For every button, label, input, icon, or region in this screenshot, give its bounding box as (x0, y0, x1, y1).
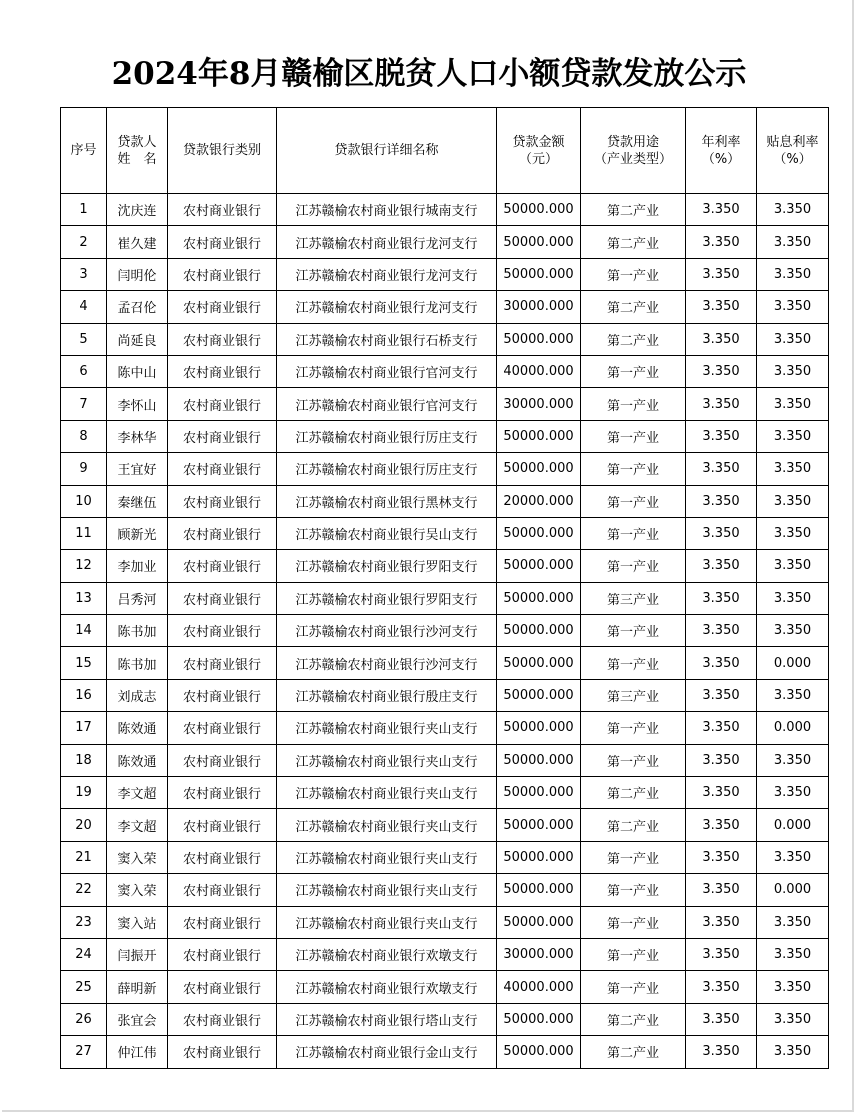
cell-seq: 21 (61, 841, 107, 873)
table-row (61, 744, 829, 776)
cell-use: 第一产业 (581, 258, 686, 290)
header-bank-type-label: 贷款银行类别 (182, 143, 261, 158)
cell-amount: 50000.000 (497, 647, 581, 679)
table-row (61, 615, 829, 647)
cell-use: 第二产业 (581, 323, 686, 355)
cell-use: 第二产业 (581, 1003, 686, 1035)
cell-rate: 3.350 (686, 517, 757, 549)
cell-borrower-name: 仲江伟 (107, 1036, 168, 1068)
cell-rate: 3.350 (686, 582, 757, 614)
cell-amount: 50000.000 (497, 453, 581, 485)
cell-bank-name: 江苏赣榆农村商业银行夹山支行 (277, 712, 497, 744)
cell-bank-name: 江苏赣榆农村商业银行沙河支行 (277, 647, 497, 679)
cell-seq: 11 (61, 517, 107, 549)
cell-use: 第一产业 (581, 420, 686, 452)
cell-bank-type: 农村商业银行 (168, 1003, 277, 1035)
cell-borrower-name: 窦入荣 (107, 874, 168, 906)
cell-seq: 17 (61, 712, 107, 744)
cell-seq: 20 (61, 809, 107, 841)
cell-amount: 50000.000 (497, 874, 581, 906)
cell-use: 第三产业 (581, 679, 686, 711)
cell-rate: 3.350 (686, 841, 757, 873)
cell-seq: 26 (61, 1003, 107, 1035)
cell-amount: 50000.000 (497, 615, 581, 647)
cell-bank-name: 江苏赣榆农村商业银行夹山支行 (277, 809, 497, 841)
header-rate-line1: 年利率 (701, 134, 741, 150)
header-bank-name (277, 108, 497, 194)
cell-seq: 12 (61, 550, 107, 582)
cell-use: 第一产业 (581, 355, 686, 387)
table-row (61, 420, 829, 452)
cell-rate: 3.350 (686, 485, 757, 517)
cell-rate: 3.350 (686, 679, 757, 711)
cell-amount: 50000.000 (497, 906, 581, 938)
cell-bank-type: 农村商业银行 (168, 679, 277, 711)
cell-use: 第一产业 (581, 938, 686, 970)
cell-use: 第三产业 (581, 582, 686, 614)
cell-amount: 20000.000 (497, 485, 581, 517)
cell-bank-name: 江苏赣榆农村商业银行夹山支行 (277, 841, 497, 873)
cell-borrower-name: 孟召伦 (107, 291, 168, 323)
cell-borrower-name: 尚延良 (107, 323, 168, 355)
cell-subsidy-rate: 3.350 (757, 388, 829, 420)
cell-rate: 3.350 (686, 388, 757, 420)
cell-amount: 30000.000 (497, 938, 581, 970)
cell-rate: 3.350 (686, 550, 757, 582)
table-row (61, 712, 829, 744)
table-row (61, 647, 829, 679)
cell-bank-name: 江苏赣榆农村商业银行殷庄支行 (277, 679, 497, 711)
cell-borrower-name: 沈庆连 (107, 194, 168, 226)
table-row (61, 550, 829, 582)
cell-borrower-name: 张宜会 (107, 1003, 168, 1035)
cell-bank-name: 江苏赣榆农村商业银行龙河支行 (277, 291, 497, 323)
header-amount (497, 108, 581, 194)
table-header-row (61, 108, 829, 194)
cell-rate: 3.350 (686, 420, 757, 452)
cell-subsidy-rate: 3.350 (757, 258, 829, 290)
cell-seq: 13 (61, 582, 107, 614)
cell-rate: 3.350 (686, 453, 757, 485)
cell-seq: 9 (61, 453, 107, 485)
cell-subsidy-rate: 0.000 (757, 712, 829, 744)
cell-bank-name: 江苏赣榆农村商业银行夹山支行 (277, 777, 497, 809)
cell-subsidy-rate: 3.350 (757, 841, 829, 873)
cell-amount: 40000.000 (497, 355, 581, 387)
cell-use: 第一产业 (581, 453, 686, 485)
table-row (61, 485, 829, 517)
cell-bank-type: 农村商业银行 (168, 291, 277, 323)
header-use-line1: 贷款用途 (606, 134, 659, 150)
header-amount-line1: 贷款金额 (512, 134, 565, 150)
cell-use: 第一产业 (581, 615, 686, 647)
table-row (61, 938, 829, 970)
cell-amount: 50000.000 (497, 550, 581, 582)
cell-borrower-name: 陈书加 (107, 647, 168, 679)
table-row (61, 291, 829, 323)
cell-rate: 3.350 (686, 355, 757, 387)
cell-rate: 3.350 (686, 647, 757, 679)
cell-bank-type: 农村商业银行 (168, 809, 277, 841)
cell-bank-name: 江苏赣榆农村商业银行厉庄支行 (277, 453, 497, 485)
table-row (61, 841, 829, 873)
header-rate-line2: （%） (701, 151, 741, 167)
cell-rate: 3.350 (686, 809, 757, 841)
header-subsidy-line1: 贴息利率 (766, 134, 819, 150)
table-row (61, 355, 829, 387)
cell-amount: 30000.000 (497, 291, 581, 323)
table-row (61, 971, 829, 1003)
cell-amount: 50000.000 (497, 744, 581, 776)
cell-amount: 50000.000 (497, 258, 581, 290)
cell-seq: 22 (61, 874, 107, 906)
cell-seq: 16 (61, 679, 107, 711)
cell-borrower-name: 王宜好 (107, 453, 168, 485)
cell-amount: 50000.000 (497, 809, 581, 841)
cell-use: 第一产业 (581, 550, 686, 582)
cell-amount: 50000.000 (497, 1036, 581, 1068)
cell-use: 第二产业 (581, 809, 686, 841)
cell-seq: 6 (61, 355, 107, 387)
header-bank-name-label: 贷款银行详细名称 (334, 143, 439, 158)
cell-bank-type: 农村商业银行 (168, 258, 277, 290)
cell-bank-name: 江苏赣榆农村商业银行官河支行 (277, 388, 497, 420)
cell-subsidy-rate: 3.350 (757, 679, 829, 711)
cell-seq: 25 (61, 971, 107, 1003)
header-use (581, 108, 686, 194)
cell-use: 第一产业 (581, 874, 686, 906)
cell-amount: 50000.000 (497, 1003, 581, 1035)
cell-seq: 14 (61, 615, 107, 647)
cell-bank-type: 农村商业银行 (168, 485, 277, 517)
cell-rate: 3.350 (686, 777, 757, 809)
cell-seq: 8 (61, 420, 107, 452)
cell-bank-type: 农村商业银行 (168, 194, 277, 226)
table-row (61, 1003, 829, 1035)
cell-amount: 50000.000 (497, 712, 581, 744)
table-row (61, 388, 829, 420)
cell-subsidy-rate: 3.350 (757, 777, 829, 809)
cell-subsidy-rate: 3.350 (757, 323, 829, 355)
cell-bank-name: 江苏赣榆农村商业银行塔山支行 (277, 1003, 497, 1035)
cell-bank-type: 农村商业银行 (168, 777, 277, 809)
cell-amount: 30000.000 (497, 388, 581, 420)
cell-amount: 50000.000 (497, 194, 581, 226)
cell-use: 第二产业 (581, 226, 686, 258)
cell-subsidy-rate: 0.000 (757, 809, 829, 841)
cell-bank-name: 江苏赣榆农村商业银行厉庄支行 (277, 420, 497, 452)
cell-borrower-name: 窦入荣 (107, 841, 168, 873)
cell-bank-type: 农村商业银行 (168, 874, 277, 906)
cell-bank-type: 农村商业银行 (168, 226, 277, 258)
cell-amount: 50000.000 (497, 841, 581, 873)
cell-use: 第一产业 (581, 647, 686, 679)
loan-table-body (61, 194, 829, 1069)
cell-borrower-name: 李文超 (107, 809, 168, 841)
cell-subsidy-rate: 0.000 (757, 647, 829, 679)
cell-bank-type: 农村商业银行 (168, 615, 277, 647)
header-borrower-name (107, 108, 168, 194)
table-row (61, 777, 829, 809)
cell-seq: 19 (61, 777, 107, 809)
cell-subsidy-rate: 3.350 (757, 291, 829, 323)
cell-amount: 50000.000 (497, 323, 581, 355)
cell-bank-name: 江苏赣榆农村商业银行欢墩支行 (277, 971, 497, 1003)
cell-bank-name: 江苏赣榆农村商业银行罗阳支行 (277, 582, 497, 614)
header-rate (686, 108, 757, 194)
cell-use: 第二产业 (581, 1036, 686, 1068)
cell-bank-type: 农村商业银行 (168, 517, 277, 549)
cell-bank-type: 农村商业银行 (168, 1036, 277, 1068)
cell-rate: 3.350 (686, 744, 757, 776)
cell-amount: 50000.000 (497, 582, 581, 614)
cell-bank-type: 农村商业银行 (168, 550, 277, 582)
cell-borrower-name: 李加业 (107, 550, 168, 582)
header-bank-type (168, 108, 277, 194)
cell-subsidy-rate: 3.350 (757, 420, 829, 452)
cell-subsidy-rate: 3.350 (757, 485, 829, 517)
cell-borrower-name: 李林华 (107, 420, 168, 452)
cell-borrower-name: 闫明伦 (107, 258, 168, 290)
cell-seq: 1 (61, 194, 107, 226)
cell-seq: 24 (61, 938, 107, 970)
cell-bank-type: 农村商业银行 (168, 712, 277, 744)
cell-borrower-name: 闫振开 (107, 938, 168, 970)
cell-subsidy-rate: 3.350 (757, 906, 829, 938)
cell-borrower-name: 崔久建 (107, 226, 168, 258)
cell-seq: 4 (61, 291, 107, 323)
cell-use: 第一产业 (581, 388, 686, 420)
table-row (61, 517, 829, 549)
header-name-line1: 贷款人 (117, 134, 157, 150)
cell-subsidy-rate: 3.350 (757, 226, 829, 258)
cell-bank-name: 江苏赣榆农村商业银行黑林支行 (277, 485, 497, 517)
cell-borrower-name: 陈效通 (107, 744, 168, 776)
cell-use: 第二产业 (581, 777, 686, 809)
cell-use: 第一产业 (581, 971, 686, 1003)
cell-bank-name: 江苏赣榆农村商业银行夹山支行 (277, 906, 497, 938)
cell-bank-name: 江苏赣榆农村商业银行罗阳支行 (277, 550, 497, 582)
cell-use: 第一产业 (581, 841, 686, 873)
cell-seq: 3 (61, 258, 107, 290)
cell-bank-name: 江苏赣榆农村商业银行吴山支行 (277, 517, 497, 549)
cell-bank-name: 江苏赣榆农村商业银行夹山支行 (277, 874, 497, 906)
cell-subsidy-rate: 3.350 (757, 744, 829, 776)
cell-subsidy-rate: 0.000 (757, 874, 829, 906)
table-row (61, 323, 829, 355)
cell-seq: 10 (61, 485, 107, 517)
cell-bank-type: 农村商业银行 (168, 938, 277, 970)
cell-seq: 18 (61, 744, 107, 776)
cell-seq: 2 (61, 226, 107, 258)
table-row (61, 809, 829, 841)
cell-borrower-name: 薛明新 (107, 971, 168, 1003)
cell-use: 第二产业 (581, 194, 686, 226)
cell-bank-type: 农村商业银行 (168, 971, 277, 1003)
cell-borrower-name: 秦继伍 (107, 485, 168, 517)
cell-bank-type: 农村商业银行 (168, 420, 277, 452)
cell-amount: 50000.000 (497, 420, 581, 452)
cell-rate: 3.350 (686, 615, 757, 647)
cell-seq: 15 (61, 647, 107, 679)
cell-bank-type: 农村商业银行 (168, 355, 277, 387)
header-name-line2: 姓 名 (117, 151, 157, 167)
header-seq (61, 108, 107, 194)
cell-rate: 3.350 (686, 712, 757, 744)
cell-subsidy-rate: 3.350 (757, 453, 829, 485)
cell-rate: 3.350 (686, 1036, 757, 1068)
cell-rate: 3.350 (686, 1003, 757, 1035)
header-seq-label: 序号 (70, 143, 97, 158)
cell-seq: 27 (61, 1036, 107, 1068)
cell-bank-type: 农村商业银行 (168, 323, 277, 355)
cell-bank-name: 江苏赣榆农村商业银行金山支行 (277, 1036, 497, 1068)
cell-subsidy-rate: 3.350 (757, 550, 829, 582)
cell-bank-name: 江苏赣榆农村商业银行官河支行 (277, 355, 497, 387)
cell-bank-type: 农村商业银行 (168, 647, 277, 679)
cell-rate: 3.350 (686, 874, 757, 906)
cell-borrower-name: 吕秀河 (107, 582, 168, 614)
cell-subsidy-rate: 3.350 (757, 938, 829, 970)
cell-amount: 40000.000 (497, 971, 581, 1003)
cell-amount: 50000.000 (497, 679, 581, 711)
cell-use: 第一产业 (581, 712, 686, 744)
loan-table (60, 107, 829, 1069)
cell-amount: 50000.000 (497, 777, 581, 809)
cell-borrower-name: 陈效通 (107, 712, 168, 744)
cell-use: 第一产业 (581, 906, 686, 938)
page-title: 2024年8月赣榆区脱贫人口小额贷款发放公示 (111, 56, 747, 92)
cell-rate: 3.350 (686, 938, 757, 970)
header-subsidy-rate (757, 108, 829, 194)
cell-borrower-name: 刘成志 (107, 679, 168, 711)
header-use-line2: （产业类型） (593, 151, 672, 167)
cell-seq: 5 (61, 323, 107, 355)
cell-bank-name: 江苏赣榆农村商业银行石桥支行 (277, 323, 497, 355)
table-row (61, 194, 829, 226)
cell-rate: 3.350 (686, 258, 757, 290)
cell-subsidy-rate: 3.350 (757, 517, 829, 549)
cell-borrower-name: 李文超 (107, 777, 168, 809)
cell-rate: 3.350 (686, 323, 757, 355)
cell-rate: 3.350 (686, 226, 757, 258)
table-row (61, 679, 829, 711)
table-row (61, 906, 829, 938)
cell-borrower-name: 陈中山 (107, 355, 168, 387)
cell-borrower-name: 窦入站 (107, 906, 168, 938)
table-row (61, 582, 829, 614)
cell-amount: 50000.000 (497, 226, 581, 258)
cell-use: 第一产业 (581, 517, 686, 549)
cell-bank-type: 农村商业银行 (168, 388, 277, 420)
cell-bank-type: 农村商业银行 (168, 841, 277, 873)
cell-subsidy-rate: 3.350 (757, 1003, 829, 1035)
cell-use: 第二产业 (581, 291, 686, 323)
table-row (61, 453, 829, 485)
cell-bank-name: 江苏赣榆农村商业银行城南支行 (277, 194, 497, 226)
cell-seq: 7 (61, 388, 107, 420)
cell-use: 第一产业 (581, 485, 686, 517)
cell-subsidy-rate: 3.350 (757, 194, 829, 226)
cell-bank-type: 农村商业银行 (168, 744, 277, 776)
cell-rate: 3.350 (686, 194, 757, 226)
table-row (61, 258, 829, 290)
cell-subsidy-rate: 3.350 (757, 582, 829, 614)
cell-borrower-name: 顾新光 (107, 517, 168, 549)
cell-borrower-name: 陈书加 (107, 615, 168, 647)
cell-bank-name: 江苏赣榆农村商业银行欢墩支行 (277, 938, 497, 970)
header-amount-line2: （元） (518, 151, 558, 167)
table-row (61, 874, 829, 906)
cell-bank-name: 江苏赣榆农村商业银行龙河支行 (277, 258, 497, 290)
table-row (61, 1036, 829, 1068)
cell-amount: 50000.000 (497, 517, 581, 549)
cell-bank-type: 农村商业银行 (168, 906, 277, 938)
cell-bank-type: 农村商业银行 (168, 582, 277, 614)
cell-bank-name: 江苏赣榆农村商业银行沙河支行 (277, 615, 497, 647)
table-row (61, 226, 829, 258)
cell-rate: 3.350 (686, 906, 757, 938)
cell-rate: 3.350 (686, 291, 757, 323)
cell-subsidy-rate: 3.350 (757, 355, 829, 387)
cell-rate: 3.350 (686, 971, 757, 1003)
cell-borrower-name: 李怀山 (107, 388, 168, 420)
cell-bank-type: 农村商业银行 (168, 453, 277, 485)
cell-bank-name: 江苏赣榆农村商业银行夹山支行 (277, 744, 497, 776)
cell-bank-name: 江苏赣榆农村商业银行龙河支行 (277, 226, 497, 258)
cell-seq: 23 (61, 906, 107, 938)
cell-use: 第一产业 (581, 744, 686, 776)
cell-subsidy-rate: 3.350 (757, 971, 829, 1003)
header-subsidy-line2: （%） (773, 151, 812, 167)
cell-subsidy-rate: 3.350 (757, 1036, 829, 1068)
cell-subsidy-rate: 3.350 (757, 615, 829, 647)
